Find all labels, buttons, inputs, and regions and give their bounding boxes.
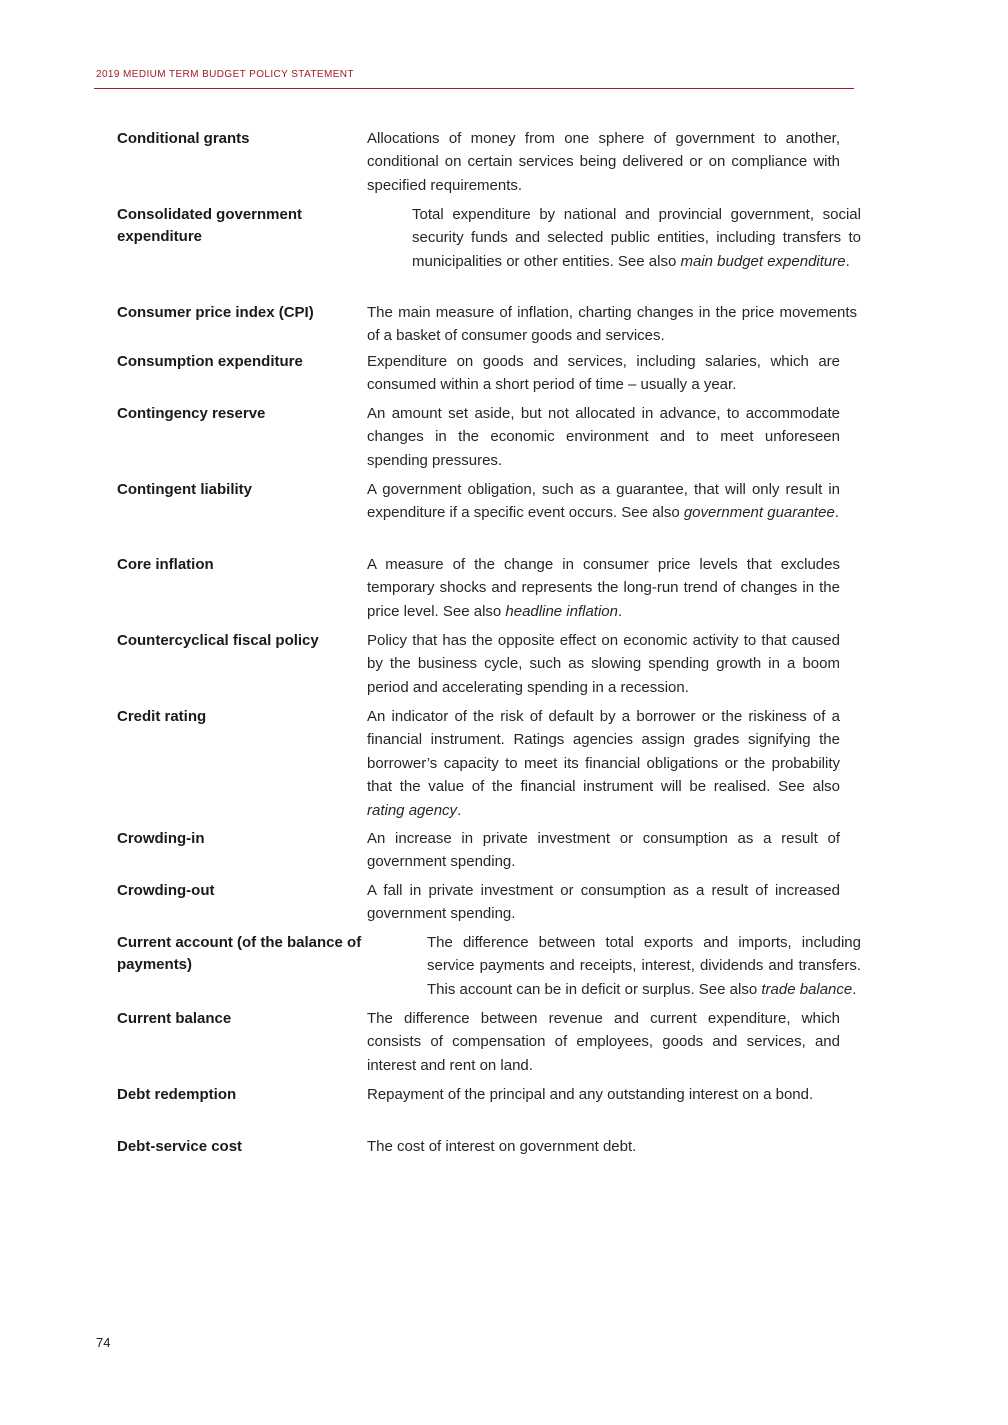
glossary-entry [117,931,861,1007]
running-header: 2019 MEDIUM TERM BUDGET POLICY STATEMENT [96,69,354,80]
definition-text: A government obligation, such as a guarantee, that will only result in expenditure if a specific event occurs. See also [367,481,840,522]
glossary-definition [367,827,840,874]
glossary-definition [367,1083,840,1106]
header-rule [94,88,854,89]
glossary-term: Crowding-out [117,882,215,899]
glossary-term: Consumer price index (CPI) [117,304,314,321]
glossary-definition: A government obligation, such as a guarantee, that will only result in expenditure if a specific event occurs. See also government guarantee. [367,481,840,522]
glossary-entry [117,203,861,301]
definition-text: A measure of the change in consumer price levels that excludes temporary shocks and represents the long-run trend of changes in the price level. See also [367,556,840,620]
glossary-definition: Total expenditure by national and provincial government, social security funds and selected public entities, including transfers to municipalities or other entities. See also main budget expenditure. [412,206,861,270]
glossary-definition [367,1007,840,1077]
glossary-term: Countercyclical fiscal policy [117,632,319,649]
glossary-list [117,127,861,1165]
definition-text: Allocations of money from one sphere of government to another, conditional on certain services being delivered or on compliance with specified requirements. [367,130,840,194]
glossary-term: Conditional grants [117,130,250,147]
glossary-term: Contingency reserve [117,405,266,422]
glossary-entry [117,1007,861,1083]
glossary-entry [117,629,861,705]
glossary-entry [117,705,861,827]
glossary-term: Consolidated government expenditure [117,206,303,245]
glossary-entry [117,127,861,203]
glossary-term: Consumption expenditure [117,353,303,370]
definition-text: The difference between revenue and current expenditure, which consists of compensation of employees, goods and services, and interest and rent on land. [367,1010,840,1074]
definition-text: The main measure of inflation, charting changes in the price movements of a basket of consumer goods and services. [367,304,857,345]
glossary-entry [117,553,861,629]
see-also-reference: government guarantee [683,504,835,522]
definition-text: The difference between total exports and imports, including service payments and receipts, interest, dividends and transfers. This account can be in deficit or surplus. See also [427,934,861,998]
glossary-term: Debt-service cost [117,1138,243,1155]
glossary-term: Current account (of the balance of payments) [117,934,362,973]
see-also-reference: headline inflation [505,602,618,620]
glossary-term: Current balance [117,1010,232,1027]
glossary-term: Crowding-in [117,830,205,847]
definition-text: The cost of interest on government debt. [367,1138,637,1155]
glossary-entry [117,1083,861,1135]
definition-text: Repayment of the principal and any outstanding interest on a bond. [367,1086,814,1103]
see-also-reference: main budget expenditure [680,252,846,270]
glossary-term: Credit rating [117,708,207,725]
definition-text: Expenditure on goods and services, including salaries, which are consumed within a short period of time – usually a year. [367,353,840,394]
glossary-definition [367,127,840,197]
glossary-term: Contingent liability [117,481,252,498]
glossary-definition [367,629,840,699]
glossary-entry [117,402,861,478]
glossary-definition [367,301,857,348]
glossary-entry [117,879,861,931]
definition-text: Policy that has the opposite effect on economic activity to that caused by the business cycle, such as slowing spending growth in a boom period and accelerating spending in a recession. [367,632,840,696]
glossary-definition: The difference between total exports and imports, including service payments and receipts, interest, dividends and transfers. This account can be in deficit or surplus. See also trade balance. [427,934,861,998]
glossary-definition [367,879,840,926]
definition-text: A fall in private investment or consumption as a result of increased government spending. [367,882,840,923]
glossary-definition [367,1135,840,1158]
definition-text: An indicator of the risk of default by a borrower or the riskiness of a financial instrument. Ratings agencies assign grades signifying the borrower’s capacity to meet its financial obligations or the probability that the value of the financial instrument will be realised. See also [367,708,840,796]
glossary-entry [117,350,861,402]
glossary-term: Core inflation [117,556,214,573]
glossary-entry [117,478,861,553]
definition-text: Total expenditure by national and provincial government, social security funds and selected public entities, including transfers to municipalities or other entities. See also [412,206,861,270]
glossary-definition: A measure of the change in consumer price levels that excludes temporary shocks and represents the long-run trend of changes in the price level. See also headline inflation. [367,556,840,620]
see-also-reference: rating agency [367,801,458,819]
definition-text: An amount set aside, but not allocated in advance, to accommodate changes in the economic environment and to meet unforeseen spending pressures. [367,405,840,469]
see-also-reference: trade balance [761,980,853,998]
glossary-entry [117,827,861,879]
glossary-definition [367,402,840,472]
definition-text: An increase in private investment or consumption as a result of government spending. [367,830,840,871]
glossary-term: Debt redemption [117,1086,237,1103]
glossary-definition: An indicator of the risk of default by a borrower or the riskiness of a financial instrument. Ratings agencies assign grades signifying the borrower’s capacity to meet its financial obligations or the probability that the value of the financial instrument will be realised. See also rating agency. [367,708,840,819]
glossary-entry [117,1135,861,1165]
glossary-entry [117,301,861,350]
page-number: 74 [96,1335,111,1350]
glossary-definition [367,350,840,397]
